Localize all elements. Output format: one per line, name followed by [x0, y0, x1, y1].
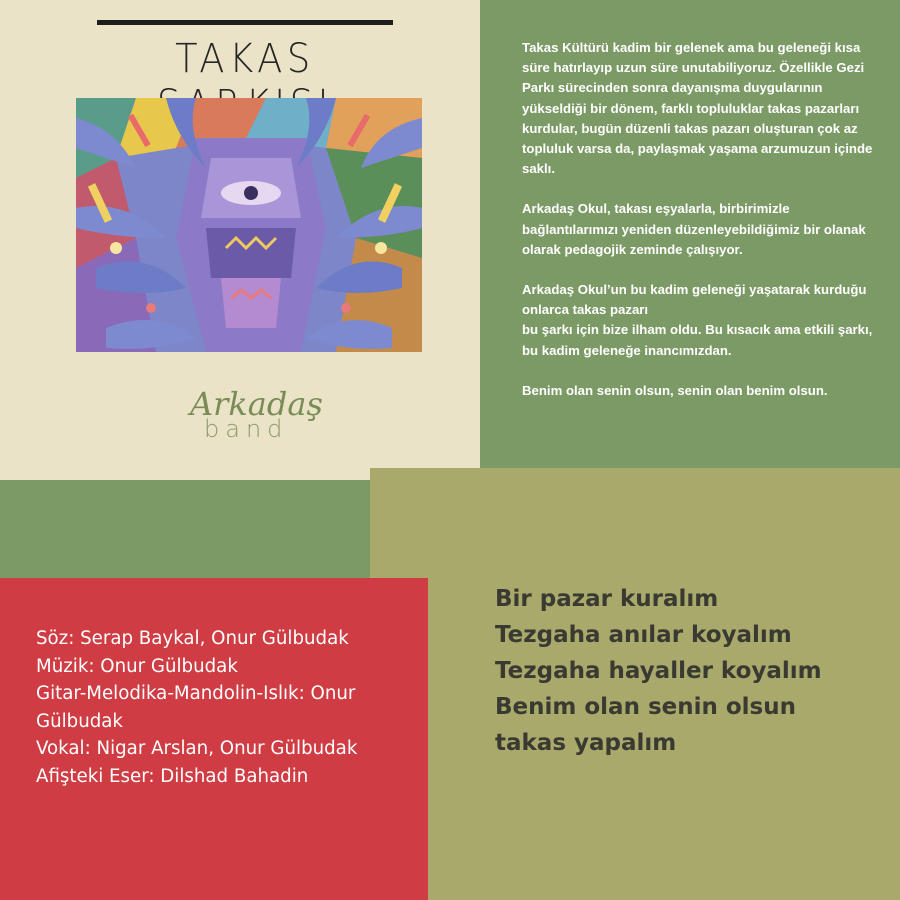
description-paragraph: Arkadaş Okul, takası eşyalarla, birbirimizle bağlantılarımızı yeniden düzenleyebildiğimiz bir olanak olarak pedagojik zeminde çalışıyor.	[522, 201, 866, 257]
album-cover-panel	[0, 0, 480, 480]
lyric-line: takas yapalım	[495, 730, 677, 756]
band-logo-main: Arkadaş	[190, 385, 323, 423]
album-title: TAKAS	[175, 36, 315, 82]
credit-line: Vokal: Nigar Arslan, Onur Gülbudak	[36, 738, 358, 760]
lyric-line: Tezgaha hayaller koyalım	[495, 658, 822, 684]
credit-line: Müzik: Onur Gülbudak	[36, 655, 238, 677]
lyric-line: Tezgaha anılar koyalım	[495, 622, 792, 648]
band-logo-sub: band	[204, 415, 289, 443]
song-description	[522, 38, 882, 421]
description-paragraph: Takas Kültürü kadim bir gelenek ama bu geleneği kısa süre hatırlayıp uzun süre unutabiliyoruz. Özellikle Gezi Parkı sürecinden sonra dayanışma duygularının yükseldiği bir dönem, farklı topluluklar takas pazarları kurdular, bugün düzenli takas pazarı oluşturan çok az topluluk varsa da, paylaşmak yaşama arzumuzun içinde saklı.	[522, 40, 873, 177]
credit-line: Afişteki Eser: Dilshad Bahadin	[36, 765, 309, 787]
song-lyrics	[495, 581, 875, 761]
lyric-line: Benim olan senin olsun	[495, 694, 796, 720]
band-logo	[190, 385, 360, 445]
credit-line: Söz: Serap Baykal, Onur Gülbudak	[36, 628, 349, 649]
green-strip	[0, 480, 370, 578]
cover-title-bar	[97, 20, 393, 25]
lyric-line: Bir pazar kuralım	[495, 586, 719, 612]
song-credits	[36, 625, 406, 791]
album-artwork	[76, 98, 422, 352]
description-paragraph: Arkadaş Okul’un bu kadim geleneği yaşatarak kurduğu onlarca takas pazarı	[522, 282, 867, 318]
description-paragraph: bu şarkı için bize ilham oldu. Bu kısacık ama etkili şarkı, bu kadim geleneğe inancımızdan.	[522, 322, 873, 358]
credit-line: Gitar-Melodika-Mandolin-Islık: Onur Gülbudak	[36, 683, 356, 732]
description-paragraph: Benim olan senin olsun, senin olan benim olsun.	[522, 382, 828, 398]
